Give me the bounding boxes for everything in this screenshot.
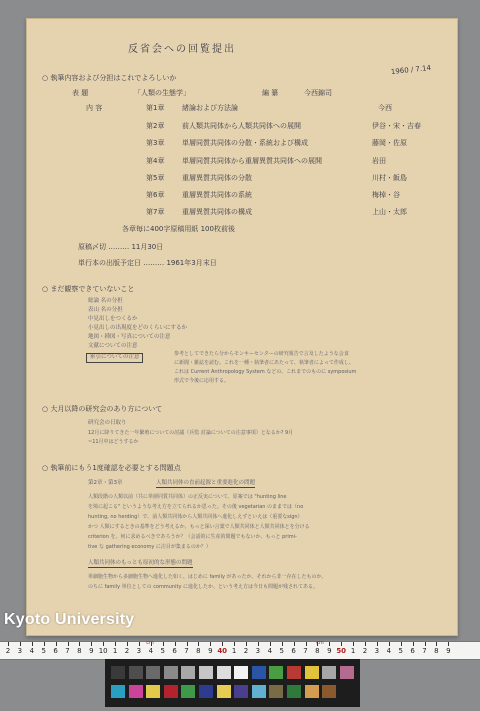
q4-paragraph-line: 人類段階の人類以前（共に単層同質共同体）の正反実について、原案では "hunting line <box>88 494 287 500</box>
ruler-tick <box>103 642 104 646</box>
color-swatch <box>287 685 301 698</box>
color-swatch <box>111 685 125 698</box>
note-line: 形式で今後に応用する。 <box>174 378 230 384</box>
color-swatch <box>234 685 248 698</box>
ruler-number: 5 <box>398 647 403 655</box>
ruler-number: 3 <box>374 647 380 655</box>
list-item: 地図・挿図・写真についての注意 <box>88 334 171 340</box>
q4-paragraph-line: のちに family 単位としての community に進化したか、という考え方は今日も問題が残されてある。 <box>88 584 318 590</box>
chapter-title: 緒論および方法論 <box>182 104 238 112</box>
ruler-tick <box>329 642 330 646</box>
ruler-number: 6 <box>172 647 177 655</box>
ruler-number: 8 <box>434 647 439 655</box>
ruler-tick <box>401 642 402 646</box>
ruler-number: 7 <box>184 647 189 655</box>
ruler-number: 2 <box>362 647 368 655</box>
q3-line: 12月に降りてきた一年繁殖についての討議（兵監 討論についての注意事項）となるか? 9月 <box>88 430 294 436</box>
question-1: ○ 執筆内容および分担はこれでよろしいか <box>42 74 177 82</box>
chapter-number: 第2章 <box>146 122 165 130</box>
ruler-tick <box>258 642 259 646</box>
color-swatch <box>164 685 178 698</box>
ruler-tick <box>163 642 164 646</box>
ruler-tick <box>20 642 21 646</box>
ruler-number: 3 <box>136 647 142 655</box>
chapter-author: 今西 <box>378 104 392 112</box>
ruler-tick <box>282 642 283 646</box>
document-title: 反省会への回覧提出 <box>128 44 236 55</box>
chapter-number: 第6章 <box>146 191 165 199</box>
institution-watermark: Kyoto University <box>4 611 135 628</box>
q4-paragraph-line: 単細胞生物から多細胞生物へ進化した如く、はじめに family があったか、それから非一存在したものか、 <box>88 574 327 580</box>
ruler-unit-label: cm <box>316 640 324 646</box>
color-swatch <box>322 666 336 679</box>
chapter-number: 第5章 <box>146 174 165 182</box>
ruler-number: 50 <box>336 647 347 655</box>
ruler-number: 9 <box>446 647 451 655</box>
measurement-ruler <box>0 641 480 660</box>
ruler-number: 2 <box>124 647 130 655</box>
list-item: 総論 名の分担 <box>88 298 123 304</box>
color-swatch <box>199 666 213 679</box>
ruler-tick <box>56 642 57 646</box>
chapter-title: 単層同質共同体から重層異質共同体への展開 <box>182 157 322 165</box>
chapter-number: 第1章 <box>146 104 165 112</box>
q3-sub: 研究会の日取り <box>88 420 127 426</box>
ruler-number: 8 <box>196 647 201 655</box>
color-swatch <box>234 666 248 679</box>
ruler-number: 5 <box>279 647 284 655</box>
ruler-tick <box>139 642 140 646</box>
ruler-number: 9 <box>89 647 94 655</box>
ruler-unit-label: cm <box>146 640 154 646</box>
list-item: 小見出しの出現度をどのくらいにするか <box>88 325 188 331</box>
ruler-number: 5 <box>160 647 165 655</box>
ruler-number: 6 <box>53 647 58 655</box>
q4-paragraph-line: hunting, no herding）で、前人類共同体から人類共同体へ進化しえずといえは（重要なsign） <box>88 514 303 520</box>
color-swatch <box>252 685 266 698</box>
color-swatch <box>146 666 160 679</box>
chapter-author: 川村・飯島 <box>372 174 407 182</box>
ruler-tick <box>127 642 128 646</box>
question-2: ○ まだ観察できていないこと <box>42 285 135 293</box>
color-calibration-card <box>105 659 360 707</box>
ruler-tick <box>436 642 437 646</box>
ruler-tick <box>32 642 33 646</box>
note-line: に新聞・雑誌を読む。これを一種・執筆者にあたって、執筆者によって作成し、 <box>174 360 354 366</box>
ruler-number: 7 <box>422 647 427 655</box>
deadline: 原稿〆切 ……… 11月30日 <box>78 243 164 251</box>
color-swatch <box>181 685 195 698</box>
ruler-tick <box>115 642 116 646</box>
color-swatch <box>199 685 213 698</box>
ruler-tick <box>8 642 9 646</box>
chapter-title: 重層異質共同体の分散 <box>182 174 252 182</box>
ruler-number: 1 <box>112 647 118 655</box>
editor-label: 編 纂 <box>262 89 279 97</box>
ruler-tick <box>187 642 188 646</box>
ruler-tick <box>270 642 271 646</box>
document-sheet <box>26 18 458 636</box>
ruler-tick <box>425 642 426 646</box>
ruler-number: 7 <box>65 647 70 655</box>
note-line: 参考としてできたら分からモンキーセンターの研究報告で言及したような会食 <box>174 351 349 357</box>
label-contents: 内 容 <box>86 104 103 112</box>
ruler-tick <box>353 642 354 646</box>
ruler-tick <box>294 642 295 646</box>
chapter-number: 第4章 <box>146 157 165 165</box>
editor-name: 今西錦司 <box>304 89 332 97</box>
color-swatch <box>217 685 231 698</box>
ruler-tick <box>175 642 176 646</box>
color-swatch <box>146 685 160 698</box>
chapter-title: 重層異質共同体の構成 <box>182 208 252 216</box>
label-title: 表 題 <box>72 89 89 97</box>
ruler-number: 3 <box>17 647 23 655</box>
ruler-number: 5 <box>41 647 46 655</box>
ruler-number: 2 <box>243 647 249 655</box>
ruler-tick <box>341 642 342 646</box>
ruler-tick <box>389 642 390 646</box>
ruler-tick <box>246 642 247 646</box>
chapter-author: 上山・太郎 <box>372 208 407 216</box>
color-swatch <box>287 666 301 679</box>
book-title: 「人類の生態学」 <box>134 89 190 97</box>
color-swatch <box>305 666 319 679</box>
ruler-tick <box>44 642 45 646</box>
color-swatch <box>252 666 266 679</box>
chapter-number: 第7章 <box>146 208 165 216</box>
color-swatch <box>305 685 319 698</box>
q4-paragraph-line: を境に起こる" というような考え方を立てられるか思った。その後 vegetarian のままでは（no <box>88 504 304 510</box>
ruler-tick <box>413 642 414 646</box>
ruler-number: 7 <box>303 647 308 655</box>
ruler-tick <box>448 642 449 646</box>
chapter-title: 単層同質共同体の分散・系統および構成 <box>182 139 308 147</box>
question-3: ○ 大月以降の研究会のあり方について <box>42 405 163 413</box>
list-item: 中見出しをつくるか <box>88 316 138 322</box>
chapter-author: 伊谷・宋・吉春 <box>372 122 421 130</box>
color-swatch <box>129 685 143 698</box>
ruler-number: 8 <box>77 647 82 655</box>
note-line: これは Current Anthropology System などの、これまでのものに symposium <box>174 369 357 375</box>
ruler-number: 9 <box>208 647 213 655</box>
ruler-tick <box>234 642 235 646</box>
chapter-title: 重層異質共同体の系統 <box>182 191 252 199</box>
list-item: 表山 名の分担 <box>88 307 123 313</box>
ruler-number: 8 <box>315 647 320 655</box>
ruler-tick <box>222 642 223 646</box>
color-swatch <box>111 666 125 679</box>
color-swatch <box>164 666 178 679</box>
ruler-tick <box>91 642 92 646</box>
ruler-number: 4 <box>267 647 273 655</box>
q4-topic-2: 人類共同体のもっとも原初的な形態の問題 <box>88 560 193 566</box>
ruler-tick <box>68 642 69 646</box>
color-swatch <box>181 666 195 679</box>
ruler-number: 4 <box>386 647 392 655</box>
color-swatch <box>322 685 336 698</box>
date-annotation: 1960 / 7.14 <box>390 63 432 77</box>
ruler-tick <box>79 642 80 646</box>
color-swatch <box>129 666 143 679</box>
color-swatch <box>269 666 283 679</box>
ruler-number: 2 <box>5 647 11 655</box>
q4-paragraph-line: かつ 人類にするときの基準をどう考えるか、もっと深い言葉で人類共同体と人類共同体とを分ける <box>88 524 310 530</box>
q4-paragraph-line: criterion を、何に求めるべきであろうか？（会話的に生産的問題でもないか、もっと primi- <box>88 534 297 540</box>
ruler-number: 10 <box>98 647 108 655</box>
color-swatch <box>340 666 354 679</box>
ruler-tick <box>377 642 378 646</box>
ruler-number: 9 <box>327 647 332 655</box>
ruler-number: 4 <box>29 647 35 655</box>
color-swatch <box>269 685 283 698</box>
list-item: 索引についての注意 <box>86 353 143 363</box>
ruler-number: 6 <box>291 647 296 655</box>
ruler-tick <box>198 642 199 646</box>
question-4: ○ 執筆前にもう1度確認を必要とする問題点 <box>42 464 181 472</box>
ruler-number: 3 <box>255 647 261 655</box>
page-note: 各章毎に400字原稿用紙 100枚前後 <box>122 225 235 233</box>
q4-chapters: 第2章・第3章 <box>88 480 123 486</box>
chapter-number: 第3章 <box>146 139 165 147</box>
ruler-number: 4 <box>148 647 154 655</box>
list-item: 文献についての注意 <box>88 343 138 349</box>
ruler-number: 6 <box>410 647 415 655</box>
q4-paragraph-line: tive な gathering economy に注目が集まるのか？） <box>88 544 211 550</box>
color-swatch <box>217 666 231 679</box>
chapter-title: 前人類共同体から人類共同体への展開 <box>182 122 301 130</box>
q4-topic-1: 人類共同体の直前起源と重要進化の問題 <box>156 480 256 486</box>
publication-date: 単行本の出版予定日 ……… 1961年3月末日 <box>78 259 217 267</box>
ruler-tick <box>365 642 366 646</box>
chapter-author: 梅棹・谷 <box>372 191 400 199</box>
ruler-tick <box>306 642 307 646</box>
ruler-number: 1 <box>350 647 356 655</box>
ruler-number: 40 <box>217 647 228 655</box>
chapter-author: 藤岡・佐原 <box>372 139 407 147</box>
chapter-author: 岩田 <box>372 157 386 165</box>
ruler-number: 1 <box>231 647 237 655</box>
q3-line: ~11月中はどうするか <box>88 439 139 445</box>
ruler-tick <box>210 642 211 646</box>
